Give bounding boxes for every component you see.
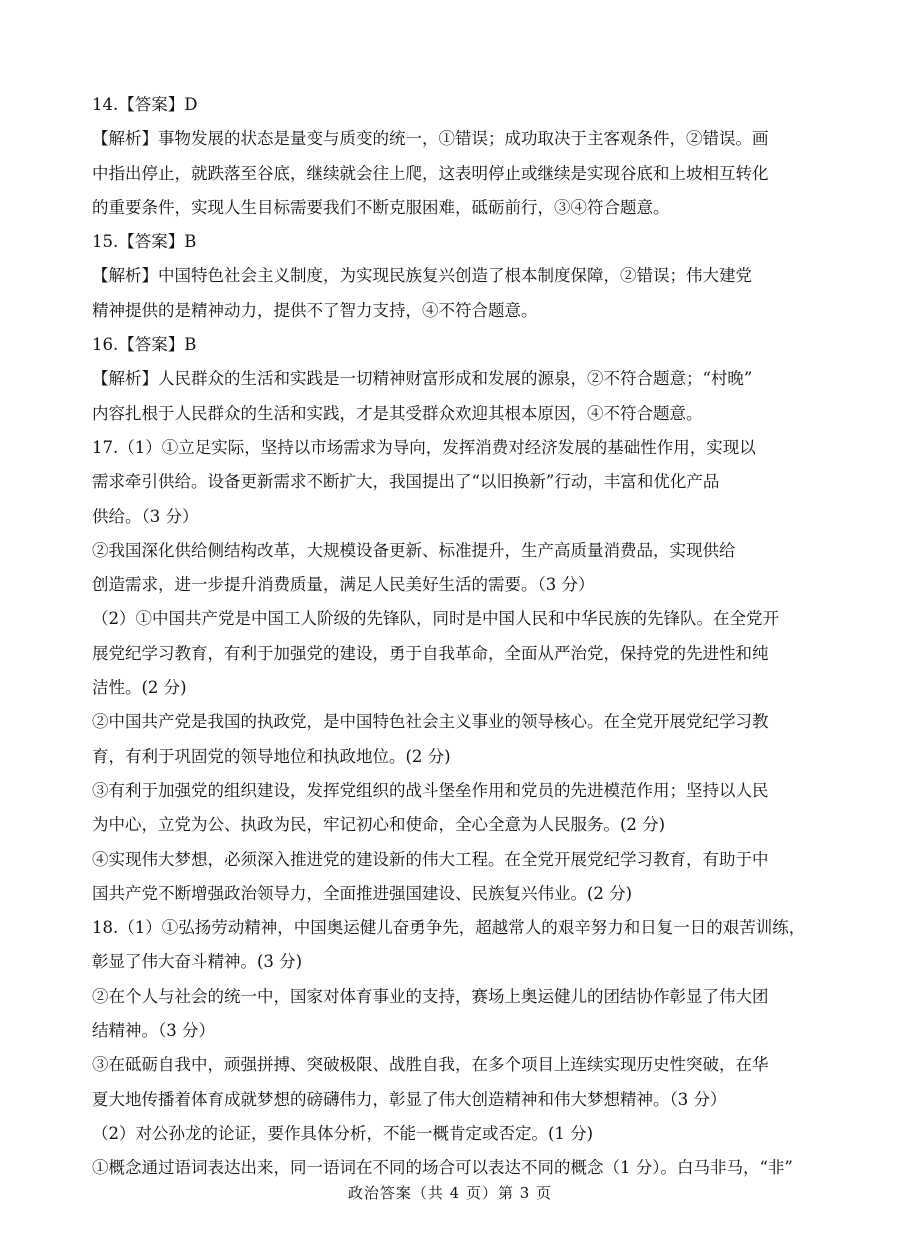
text-line: ①概念通过语词表达出来，同一语词在不同的场合可以表达不同的概念（1 分）。白马非马，“非” [92, 1158, 793, 1178]
text-line: 【解析】中国特色社会主义制度，为实现民族复兴创造了根本制度保障，②错误；伟大建党 [92, 266, 752, 286]
text-line: 创造需求，进一步提升消费质量，满足人民美好生活的需要。（3 分） [92, 575, 595, 595]
text-line: 展党纪学习教育，有利于加强党的建设，勇于自我革命，全面从严治党，保持党的先进性和纯 [92, 643, 769, 663]
text-line: 15.【答案】B [92, 232, 197, 252]
text-line: 为中心，立党为公、执政为民，牢记初心和使命，全心全意为人民服务。(2 分) [92, 815, 666, 835]
answer-page-body [92, 88, 822, 1186]
text-line: 结精神。（3 分） [92, 1021, 215, 1041]
text-line: 育，有利于巩固党的领导地位和执政地位。(2 分) [92, 746, 451, 766]
text-line: ②中国共产党是我国的执政党，是中国特色社会主义事业的领导核心。在全党开展党纪学习教 [92, 712, 769, 732]
text-line: 需求牵引供给。设备更新需求不断扩大，我国提出了“以旧换新”行动，丰富和优化产品 [92, 472, 720, 492]
text-line: 18.（1）①弘扬劳动精神，中国奥运健儿奋勇争先，超越常人的艰辛努力和日复一日的艰苦训练， [92, 918, 806, 938]
text-line: 【解析】事物发展的状态是量变与质变的统一，①错误；成功取决于主客观条件，②错误。画 [92, 129, 769, 149]
text-line: 夏大地传播着体育成就梦想的磅礴伟力，彰显了伟大创造精神和伟大梦想精神。（3 分） [92, 1089, 727, 1109]
text-line: 洁性。(2 分) [92, 678, 187, 698]
text-line: ④实现伟大梦想，必须深入推进党的建设新的伟大工程。在全党开展党纪学习教育，有助于中 [92, 849, 769, 869]
text-line: 国共产党不断增强政治领导力，全面推进强国建设、民族复兴伟业。(2 分) [92, 883, 633, 903]
text-line: 精神提供的是精神动力，提供不了智力支持，④不符合题意。 [92, 300, 538, 320]
text-line: 彰显了伟大奋斗精神。(3 分) [92, 952, 303, 972]
text-line: （2）对公孙龙的论证，要作具体分析，不能一概肯定或否定。(1 分) [92, 1123, 594, 1143]
text-line: 17.（1）①立足实际，坚持以市场需求为导向，发挥消费对经济发展的基础性作用，实现以 [92, 437, 756, 457]
text-line: ②我国深化供给侧结构改革，大规模设备更新、标准提升，生产高质量消费品，实现供给 [92, 540, 736, 560]
text-line: 的重要条件，实现人生目标需要我们不断克服困难，砥砺前行，③④符合题意。 [92, 197, 670, 217]
text-line: 14.【答案】D [92, 95, 198, 114]
text-line: ③在砥砺自我中，顽强拼搏、突破极限、战胜自我，在多个项目上连续实现历史性突破，在华 [92, 1055, 769, 1075]
page-footer: 政治答案（共 4 页）第 3 页 [347, 1184, 553, 1202]
text-line: ②在个人与社会的统一中，国家对体育事业的支持，赛场上奥运健儿的团结协作彰显了伟大团 [92, 986, 769, 1006]
text-line: 【解析】人民群众的生活和实践是一切精神财富形成和发展的源泉，②不符合题意；“村晚” [92, 369, 753, 389]
text-line: 供给。（3 分） [92, 506, 199, 526]
text-line: ③有利于加强党的组织建设，发挥党组织的战斗堡垒作用和党员的先进模范作用；坚持以人民 [92, 780, 769, 800]
text-line: 16.【答案】B [92, 335, 197, 355]
text-line: 内容扎根于人民群众的生活和实践，才是其受群众欢迎其根本原因，④不符合题意。 [92, 403, 703, 423]
text-line: （2）①中国共产党是中国工人阶级的先锋队，同时是中国人民和中华民族的先锋队。在全党开 [92, 609, 779, 629]
text-line: 中指出停止，就跌落至谷底，继续就会往上爬，这表明停止或继续是实现谷底和上坡相互转化 [92, 163, 769, 183]
